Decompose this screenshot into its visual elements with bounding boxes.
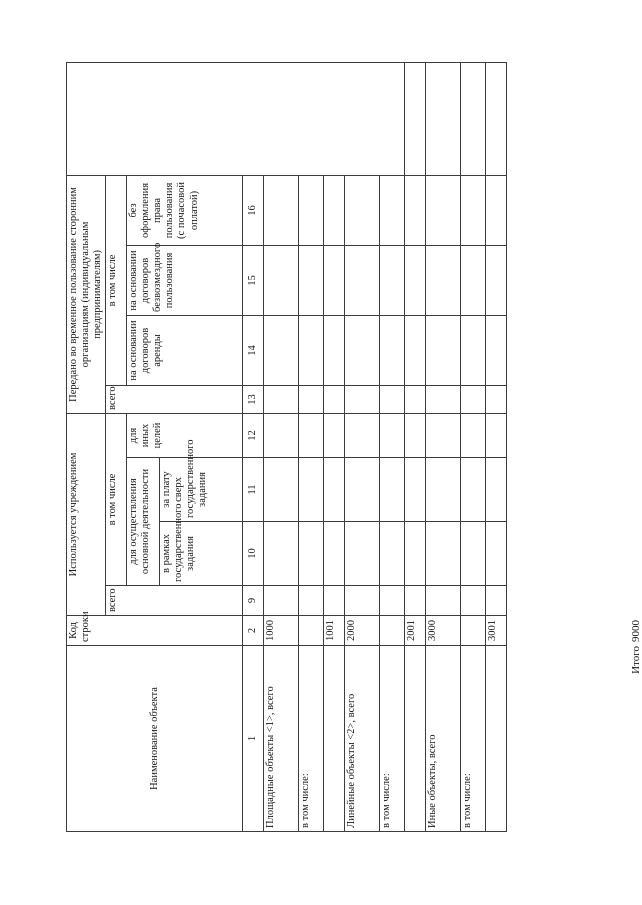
row-name [405,646,426,832]
table-row [405,62,426,831]
cell [345,522,380,586]
header-transferred: Передано во временное пользование сторонним организациям (индивидуальным предпринимателям) [67,175,106,413]
row-code [461,616,486,646]
row-code: 1000 [264,616,299,646]
cell [299,413,324,457]
cell [426,245,461,315]
col-number: 10 [243,522,264,586]
cell [380,458,405,522]
table-row [461,62,486,831]
table-row [299,62,324,831]
col-number: 15 [243,245,264,315]
cell [405,522,426,586]
cell [299,458,324,522]
table-row [486,62,507,831]
col-number: 16 [243,175,264,245]
cell [345,175,380,245]
header-line-code: Код строки [67,616,243,646]
cell [486,385,507,413]
row-name: Линейные объекты <2>, всего [345,646,380,832]
header-used-total: всего [106,586,243,616]
row-name [324,646,345,832]
cell [299,315,324,385]
cell [345,413,380,457]
header-lease: на основании договоров аренды [127,315,243,385]
col-number: 13 [243,385,264,413]
cell [380,315,405,385]
cell [299,245,324,315]
cell [405,458,426,522]
table-row [426,62,461,831]
row-code: 2000 [345,616,380,646]
table-row [380,62,405,831]
row-name: Площадные объекты <1>, всего [264,646,299,832]
header-transferred-total: всего [106,385,243,413]
row-code: 3000 [426,616,461,646]
cell [299,385,324,413]
cell [486,458,507,522]
header-used-incl: в том числе [106,413,127,585]
cell [264,245,299,315]
cell [461,385,486,413]
col-number: 12 [243,413,264,457]
cell [405,586,426,616]
cell [380,385,405,413]
header-main-activity: для осуществления основной деятельности [127,458,160,586]
header-other-purposes: для иных целей [127,413,243,457]
col-number: 1 [243,646,264,832]
cell [299,522,324,586]
row-code [299,616,324,646]
cell [486,62,507,175]
cell [461,315,486,385]
cell [324,245,345,315]
row-name [486,646,507,832]
cell [380,413,405,457]
cell [380,522,405,586]
cell [405,175,426,245]
header-state-task: в рамках государственного задания [160,522,243,586]
cell [426,315,461,385]
row-code: 3001 [486,616,507,646]
cell [264,385,299,413]
row-code: 2001 [405,616,426,646]
cell [461,175,486,245]
cell [486,413,507,457]
cell [264,315,299,385]
cell [461,458,486,522]
col-number: 14 [243,315,264,385]
cell [405,385,426,413]
cell [405,315,426,385]
cell [486,522,507,586]
total-label: Итого [630,646,642,674]
cell [264,175,299,245]
cell [345,458,380,522]
cell [486,175,507,245]
header-object-name: Наименование объекта [67,646,243,832]
cell [380,586,405,616]
cell [405,245,426,315]
cell [461,245,486,315]
cell [486,245,507,315]
table-row [264,62,299,831]
cell [324,586,345,616]
table-row [324,62,345,831]
row-code: 1001 [324,616,345,646]
total-code: 9000 [630,620,642,642]
cell [426,458,461,522]
cell [426,385,461,413]
cell [426,175,461,245]
table-row [345,62,380,831]
cell [380,245,405,315]
cell [324,413,345,457]
cell [324,175,345,245]
col-number: 11 [243,458,264,522]
col-number: 2 [243,616,264,646]
cell [264,522,299,586]
cell [486,315,507,385]
cell [461,522,486,586]
cell [380,175,405,245]
empty-right-column [67,62,405,175]
row-code [380,616,405,646]
header-used-by-institution: Используется учреждением [67,413,106,615]
property-usage-table [66,62,507,832]
cell [324,458,345,522]
header-paid-above: за плату сверх государственного задания [160,458,243,522]
cell [345,586,380,616]
cell [299,175,324,245]
cell [345,385,380,413]
cell [264,586,299,616]
cell [299,586,324,616]
row-name: в том числе: [461,646,486,832]
cell [345,245,380,315]
cell [426,522,461,586]
cell [405,413,426,457]
cell [324,315,345,385]
cell [461,413,486,457]
cell [324,522,345,586]
cell [324,385,345,413]
col-number: 9 [243,586,264,616]
column-number-row [243,62,264,831]
row-name: Иные объекты, всего [426,646,461,832]
cell [461,586,486,616]
cell [426,62,461,175]
header-no-right: без оформления права пользования (с почасовой оплатой) [127,175,243,245]
cell [264,458,299,522]
cell [461,62,486,175]
cell [426,413,461,457]
cell [264,413,299,457]
row-name: в том числе: [299,646,324,832]
cell [345,315,380,385]
cell [486,586,507,616]
header-transferred-incl: в том числе [106,175,127,385]
row-name: в том числе: [380,646,405,832]
header-free-use: на основании договоров безвозмездного пользования [127,245,243,315]
cell [405,62,426,175]
cell [426,586,461,616]
